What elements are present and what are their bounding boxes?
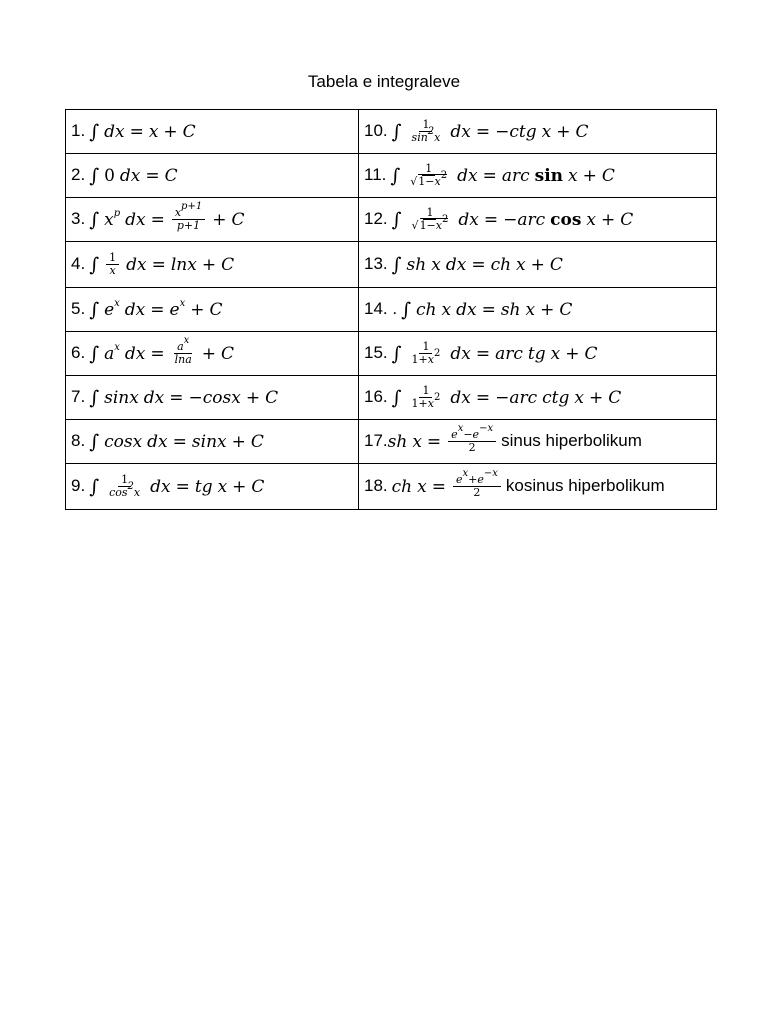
table-row	[66, 376, 717, 420]
table-row	[66, 242, 717, 288]
formula-number: 6.	[71, 342, 86, 362]
formula-cell-13	[359, 242, 717, 288]
formula-number: 18.	[364, 475, 388, 495]
formula-cell-16	[359, 376, 717, 420]
formula-number: 14. .	[364, 298, 398, 318]
table-row	[66, 110, 717, 154]
formula-cell-15	[359, 332, 717, 376]
sinus-label: sinus hiperbolikum	[501, 430, 642, 450]
formula-12: ∫ $\frac{1}{√1-x^2}$ dx = −arc cos x + C	[391, 206, 634, 232]
table-row	[66, 420, 717, 464]
formula-10: ∫ $\frac{1}{\sin^2x}$ dx = −ctg x + C	[391, 118, 589, 144]
formula-cell-2	[66, 154, 359, 198]
formula-7: ∫ sinx dx = −cosx + C	[89, 386, 279, 409]
formula-cell-14	[359, 288, 717, 332]
formula-3: ∫ $x^p$ dx = $\frac{x^{p+1}}{p+1}$ + C	[89, 201, 245, 232]
formula-2: ∫ 0 dx = C	[89, 164, 178, 187]
formula-13: ∫ sh x dx = ch x + C	[391, 253, 563, 276]
formula-cell-6	[66, 332, 359, 376]
formula-cell-7	[66, 376, 359, 420]
formula-cell-1	[66, 110, 359, 154]
formula-number: 10.	[364, 120, 388, 140]
formula-17: sh x = $\frac{e^x-e^{-x}}{2}$	[388, 429, 498, 454]
formula-11: ∫ $\frac{1}{√1-x^2}$ dx = arc sin x + C	[390, 162, 615, 188]
formula-number: 13.	[364, 253, 388, 273]
formula-number: 1.	[71, 120, 86, 140]
formula-number: 8.	[71, 430, 86, 450]
formula-4: ∫ $\frac{1}{x}$ dx = lnx + C	[89, 251, 235, 277]
formula-number: 17.	[364, 430, 388, 450]
formula-number: 15.	[364, 342, 388, 362]
formula-number: 3.	[71, 208, 86, 228]
formula-1: ∫ dx = x + C	[89, 120, 196, 143]
formula-9: ∫ $\frac{1}{\cos^2x}$ dx = tg x + C	[89, 473, 265, 499]
formula-cell-9	[66, 464, 359, 510]
formula-number: 4.	[71, 253, 86, 273]
formula-number: 11.	[364, 164, 387, 184]
formula-number: 5.	[71, 298, 86, 318]
formula-14: ∫ ch x dx = sh x + C	[401, 298, 573, 321]
formula-number: 2.	[71, 164, 86, 184]
integrals-table	[65, 109, 717, 510]
formula-number: 9.	[71, 475, 86, 495]
table-row	[66, 332, 717, 376]
formula-cell-3	[66, 198, 359, 242]
formula-cell-18	[359, 464, 717, 510]
table-row	[66, 288, 717, 332]
formula-16: ∫ $\frac{1}{1+x^2}$ dx = −arc ctg x + C	[391, 384, 622, 410]
table-row	[66, 154, 717, 198]
table-row	[66, 198, 717, 242]
formula-8: ∫ cosx dx = sinx + C	[89, 430, 264, 453]
formula-number: 7.	[71, 386, 86, 406]
formula-number: 16.	[364, 386, 388, 406]
formula-cell-10	[359, 110, 717, 154]
formula-cell-17	[359, 420, 717, 464]
formula-18: ch x = $\frac{e^x+e^{-x}}{2}$	[392, 474, 503, 499]
formula-cell-5	[66, 288, 359, 332]
formula-cell-8	[66, 420, 359, 464]
formula-cell-12	[359, 198, 717, 242]
table-row	[66, 464, 717, 510]
formula-6: ∫ $a^x$ dx = $\frac{a^x}{\ln a}$ + C	[89, 335, 235, 366]
kosinus-label: kosinus hiperbolikum	[505, 475, 665, 495]
page-title: Tabela e integraleve	[307, 72, 461, 91]
formula-number: 12.	[364, 208, 388, 228]
formula-15: ∫ $\frac{1}{1+x^2}$ dx = arc tg x + C	[391, 340, 598, 366]
formula-cell-11	[359, 154, 717, 198]
formula-cell-4	[66, 242, 359, 288]
formula-5: ∫ $e^x$ dx = $e^x$ + C	[89, 297, 223, 321]
